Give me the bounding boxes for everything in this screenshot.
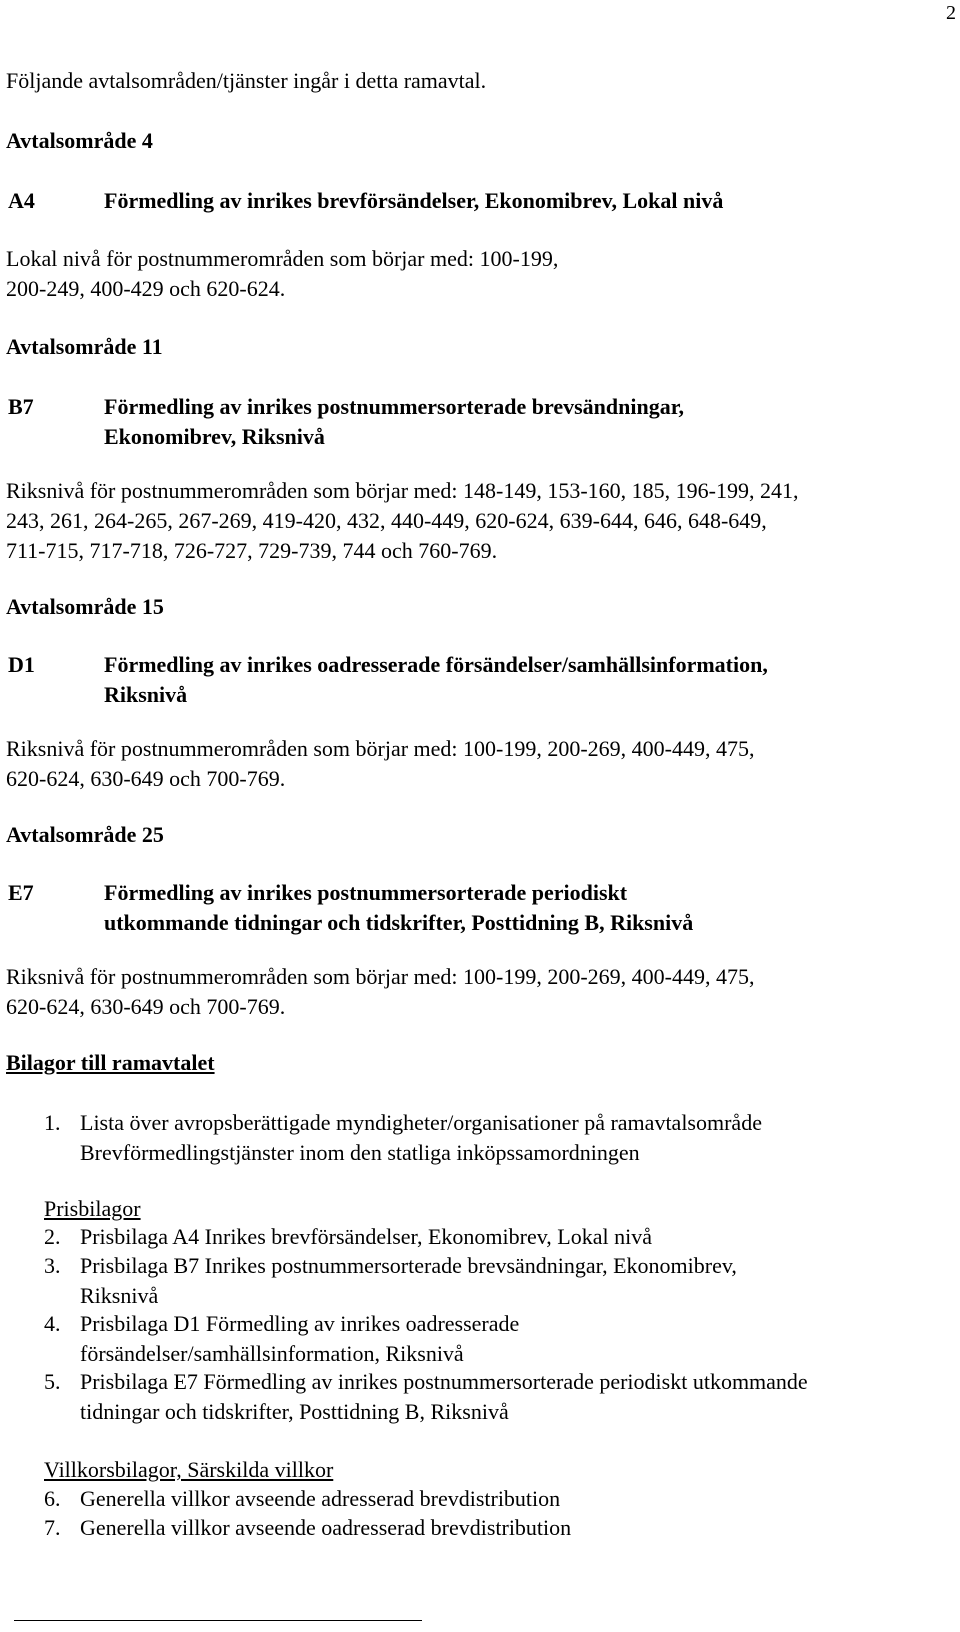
coverage-text: Riksnivå för postnummerområden som börjar med: 148-149, 153-160, 185, 196-199, 241, 243, 261, 264-265, 267-269, 419-420, 432, 440-449, 620-624, 639-644, 646, 648-649, 711-715, 717-718, 726-727, 729-739, 744 och 760-769. [6,478,799,563]
service-code: E7 [8,880,34,905]
service-code: A4 [8,188,35,213]
coverage-text: Lokal nivå för postnummerområden som börjar med: 100-199, 200-249, 400-429 och 620-624. [6,246,559,301]
service-title: Förmedling av inrikes brevförsändelser, Ekonomibrev, Lokal nivå [104,188,724,213]
footer-divider [14,1620,422,1621]
section-heading-11: Avtalsområde 11 [6,334,163,359]
coverage-text: Riksnivå för postnummerområden som börjar med: 100-199, 200-269, 400-449, 475, 620-624, 630-649 och 700-769. [6,736,755,791]
intro-text: Följande avtalsområden/tjänster ingår i detta ramavtal. [6,68,487,93]
attachments-heading: Bilagor till ramavtalet [6,1050,215,1075]
section-heading-15: Avtalsområde 15 [6,594,164,619]
terms-appendices-heading: Villkorsbilagor, Särskilda villkor [44,1457,334,1482]
section-heading-4: Avtalsområde 4 [6,128,153,153]
section-heading-25: Avtalsområde 25 [6,822,164,847]
page-number: 2 [946,2,956,24]
coverage-text: Riksnivå för postnummerområden som börjar med: 100-199, 200-269, 400-449, 475, 620-624, 630-649 och 700-769. [6,964,755,1019]
price-appendices-heading: Prisbilagor [44,1196,141,1221]
service-code: D1 [8,652,35,677]
service-title: Förmedling av inrikes oadresserade försändelser/samhällsinformation, Riksnivå [104,652,768,707]
service-code: B7 [8,394,34,419]
service-title: Förmedling av inrikes postnummersorterade brevsändningar, Ekonomibrev, Riksnivå [104,394,684,449]
service-title: Förmedling av inrikes postnummersorterade periodiskt utkommande tidningar och tidskrifter, Posttidning B, Riksnivå [104,880,694,935]
